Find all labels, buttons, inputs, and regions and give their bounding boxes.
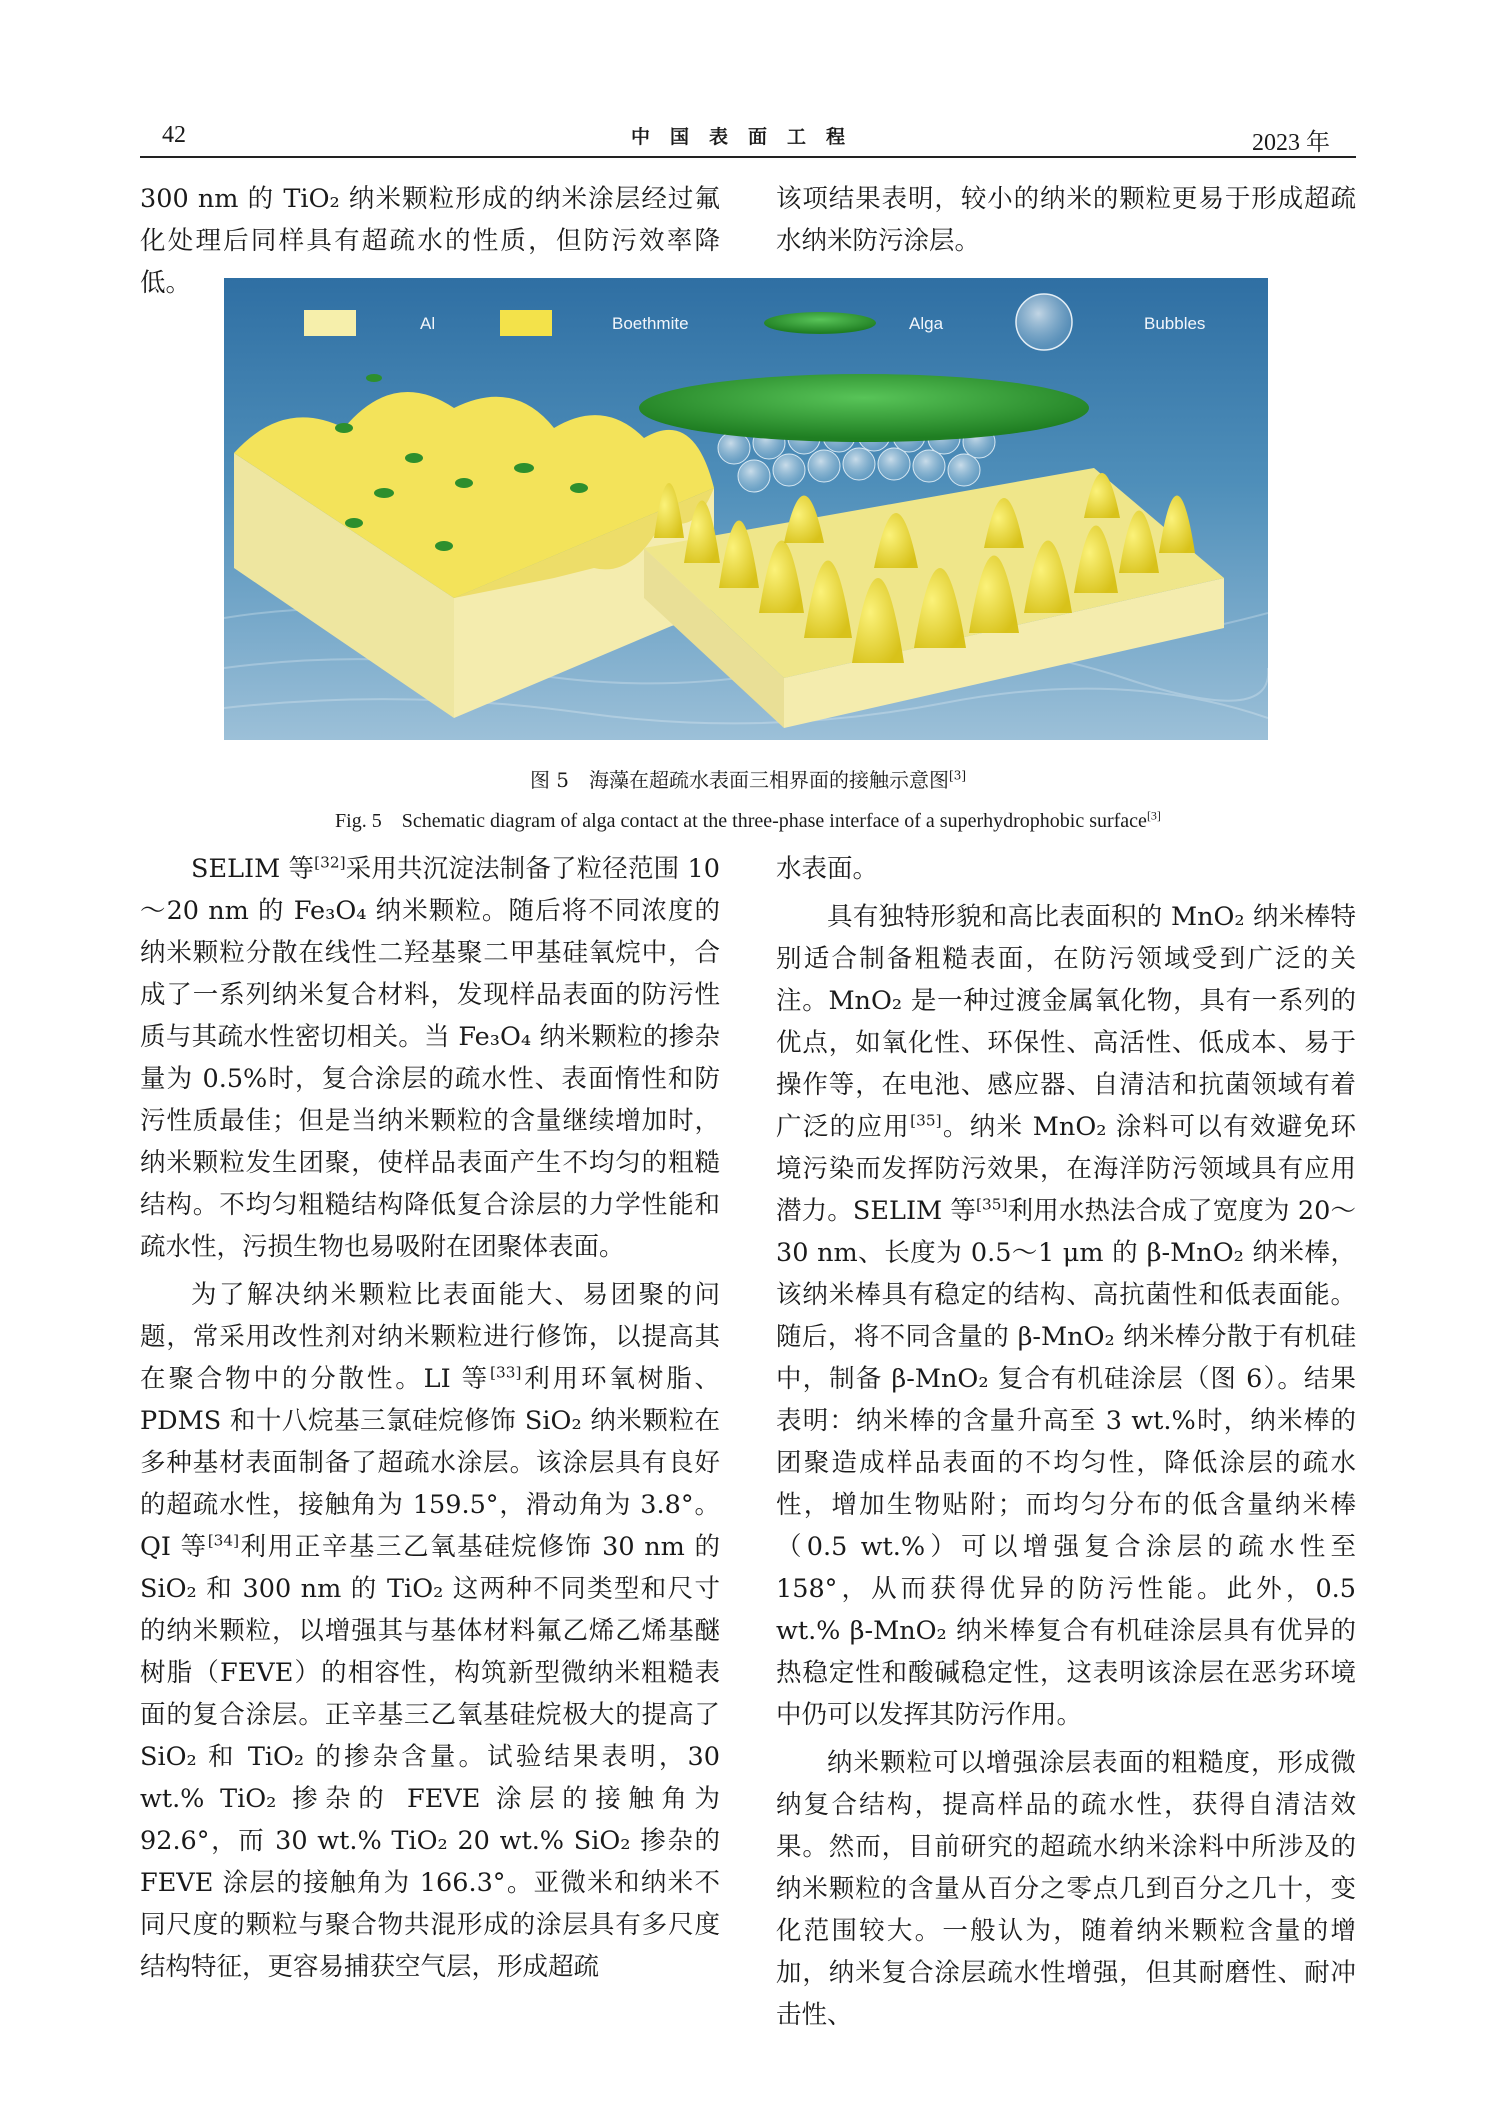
paragraph: 水表面。 <box>776 854 879 884</box>
left-column <box>140 848 720 1988</box>
journal-year: 2023 年 <box>1252 130 1330 156</box>
paragraph: 纳米颗粒可以增强涂层表面的粗糙度，形成微纳复合结构，提高样品的疏水性，获得自清洁效果。然而，目前研究的超疏水纳米涂料中所涉及的纳米颗粒的含量从百分之零点几到百分之几十，变化范围较大。一般认为，随着纳米颗粒含量的增加，纳米复合涂层疏水性增强，但其耐磨性、耐冲击性、 <box>776 1748 1356 2030</box>
journal-title: 中国表面工程 <box>630 127 865 148</box>
citation: [33] <box>490 1363 522 1382</box>
legend-swatch-al <box>304 310 356 336</box>
figure-caption-en: Fig. 5 Schematic diagram of alga contact at the three-phase interface of a superhydrophobic surface[3] <box>335 808 1161 832</box>
paragraph: 该项结果表明，较小的纳米的颗粒更易于形成超疏水纳米防污涂层。 <box>776 184 1356 256</box>
citation: [32] <box>314 853 346 872</box>
figure-5-illustration <box>224 278 1268 740</box>
legend-label-boethmite: Boethmite <box>612 314 689 333</box>
right-column <box>776 848 1356 2036</box>
legend-label-al: Al <box>420 314 436 333</box>
legend-swatch-boethmite <box>500 310 552 336</box>
paragraph: 具有独特形貌和高比表面积的 MnO₂ 纳米棒特别适合制备粗糙表面，在防污领域受到广泛的关注。MnO₂ 是一种过渡金属氧化物，具有一系列的优点，如氧化性、环保性、高活性、低成本、易于操作等，在电池、感应器、自清洁和抗菌领域有着广泛的应用[35]。纳米 MnO₂ 涂料可以有效避免环境污染而发挥防污效果，在海洋防污领域具有应用潜力。SELIM 等[35]利用水热法合成了宽度为 20～30 nm、长度为 0.5～1 μm 的 β-MnO₂ 纳米棒，该纳米棒具有稳定的结构、高抗菌性和低表面能。随后，将不同含量的 β-MnO₂ 纳米棒分散于有机硅中，制备 β-MnO₂ 复合有机硅涂层（图 6）。结果表明：纳米棒的含量升高至 3 wt.%时，纳米棒的团聚造成样品表面的不均匀性，降低涂层的疏水性，增加生物贴附；而均匀分布的低含量纳米棒（0.5 wt.%）可以增强复合涂层的疏水性至 158°，从而获得优异的防污性能。此外，0.5 wt.% β-MnO₂ 纳米棒复合有机硅涂层具有优异的热稳定性和酸碱稳定性，这表明该涂层在恶劣环境中仍可以发挥其防污作用。 <box>776 902 1356 1730</box>
paragraph: 为了解决纳米颗粒比表面能大、易团聚的问题，常采用改性剂对纳米颗粒进行修饰，以提高其在聚合物中的分散性。LI 等[33]利用环氧树脂、PDMS 和十八烷基三氯硅烷修饰 SiO₂ 纳米颗粒在多种基材表面制备了超疏水涂层。该涂层具有良好的超疏水性，接触角为 159.5°，滑动角为 3.8°。QI 等[34]利用正辛基三乙氧基硅烷修饰 30 nm 的 SiO₂ 和 300 nm 的 TiO₂ 这两种不同类型和尺寸的纳米颗粒，以增强其与基体材料氟乙烯乙烯基醚树脂（FEVE）的相容性，构筑新型微纳米粗糙表面的复合涂层。正辛基三乙氧基硅烷极大的提高了 SiO₂ 和 TiO₂ 的掺杂含量。试验结果表明，30 wt.% TiO₂ 掺杂的 FEVE 涂层的接触角为 92.6°，而 30 wt.% TiO₂ 20 wt.% SiO₂ 掺杂的 FEVE 涂层的接触角为 166.3°。亚微米和纳米不同尺度的颗粒与聚合物共混形成的涂层具有多尺度结构特征，更容易捕获空气层，形成超疏 <box>140 1280 720 1982</box>
figure-caption-cn: 图 5 海藻在超疏水表面三相界面的接触示意图[3] <box>529 768 967 792</box>
citation: [35] <box>976 1195 1008 1214</box>
legend-swatch-alga <box>764 312 876 334</box>
legend-swatch-bubbles <box>1016 294 1072 350</box>
running-header <box>140 118 1356 158</box>
page-number: 42 <box>162 122 186 148</box>
citation: [35] <box>910 1111 942 1130</box>
legend-label-bubbles: Bubbles <box>1144 314 1206 333</box>
top-right-text-block <box>776 178 1356 262</box>
citation: [34] <box>207 1531 240 1550</box>
paragraph: 300 nm 的 TiO₂ 纳米颗粒形成的纳米涂层经过氟化处理后同样具有超疏水的性质，但防污效率降低。 <box>140 184 720 298</box>
alga-cell <box>639 374 1089 442</box>
paragraph: SELIM 等[32]采用共沉淀法制备了粒径范围 10～20 nm 的 Fe₃O₄ 纳米颗粒。随后将不同浓度的纳米颗粒分散在线性二羟基聚二甲基硅氧烷中，合成了一系列纳米复合材料，发现样品表面的防污性质与其疏水性密切相关。当 Fe₃O₄ 纳米颗粒的掺杂量为 0.5%时，复合涂层的疏水性、表面惰性和防污性质最佳；但是当纳米颗粒的含量继续增加时，纳米颗粒发生团聚，使样品表面产生不均匀的粗糙结构。不均匀粗糙结构降低复合涂层的力学性能和疏水性，污损生物也易吸附在团聚体表面。 <box>140 853 721 1262</box>
legend-label-alga: Alga <box>909 314 944 333</box>
